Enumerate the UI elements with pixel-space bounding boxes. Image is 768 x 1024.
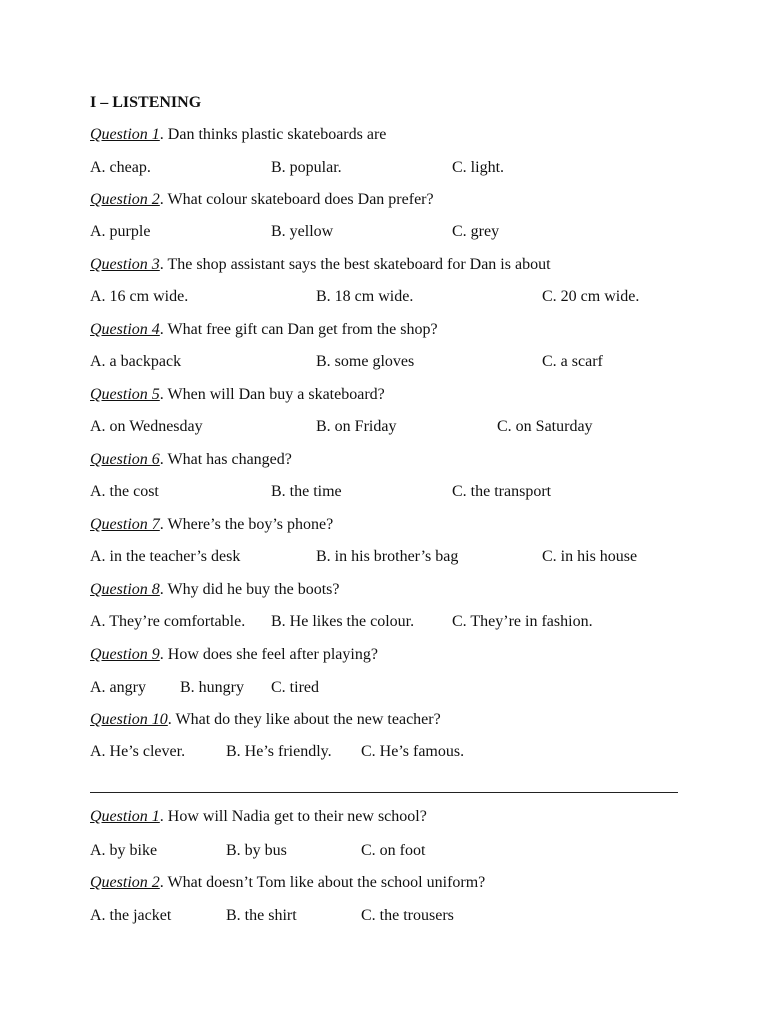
option-a: A. the cost xyxy=(90,483,159,500)
option-b: B. popular. xyxy=(271,159,342,176)
question-text: . What free gift can Dan get from the shop? xyxy=(159,321,438,338)
question-text: . How will Nadia get to their new school? xyxy=(159,808,427,825)
option-a: A. by bike xyxy=(90,842,158,859)
option-a: A. on Wednesday xyxy=(90,418,203,435)
question-label: Question 2 xyxy=(90,191,160,208)
section-divider xyxy=(90,792,678,793)
option-c: C. They’re in fashion. xyxy=(452,613,593,630)
option-a: A. purple xyxy=(90,223,151,240)
option-b: B. 18 cm wide. xyxy=(316,288,414,305)
question-5-options xyxy=(90,417,690,437)
question-6-options xyxy=(90,482,690,502)
part2-question-1-prompt xyxy=(90,807,427,827)
option-a: A. a backpack xyxy=(90,353,182,370)
question-label: Question 1 xyxy=(90,808,160,825)
question-label: Question 6 xyxy=(90,451,160,468)
question-label: Question 10 xyxy=(90,711,168,728)
question-label: Question 7 xyxy=(90,516,160,533)
question-text: . What colour skateboard does Dan prefer? xyxy=(159,191,434,208)
option-b: B. on Friday xyxy=(316,418,397,435)
question-label: Question 5 xyxy=(90,386,160,403)
part2-question-2-prompt xyxy=(90,873,485,893)
question-label: Question 8 xyxy=(90,581,160,598)
question-label: Question 4 xyxy=(90,321,160,338)
part2-question-1-options xyxy=(90,841,690,861)
question-text: . Where’s the boy’s phone? xyxy=(159,516,334,533)
option-c: C. He’s famous. xyxy=(361,743,465,760)
question-4-options xyxy=(90,352,690,372)
question-text: . The shop assistant says the best skateboard for Dan is about xyxy=(159,256,551,273)
option-a: A. He’s clever. xyxy=(90,743,186,760)
question-3-prompt xyxy=(90,255,551,275)
question-label: Question 9 xyxy=(90,646,160,663)
question-text: . Why did he buy the boots? xyxy=(159,581,340,598)
option-c: C. on foot xyxy=(361,842,426,859)
option-b: B. He’s friendly. xyxy=(226,743,332,760)
question-text: . What has changed? xyxy=(159,451,292,468)
question-6-prompt xyxy=(90,450,292,470)
question-10-prompt xyxy=(90,710,441,730)
part2-question-2-options xyxy=(90,906,690,926)
question-label: Question 1 xyxy=(90,126,160,143)
option-b: B. He likes the colour. xyxy=(271,613,415,630)
question-2-prompt xyxy=(90,190,434,210)
question-label: Question 3 xyxy=(90,256,160,273)
question-text: . When will Dan buy a skateboard? xyxy=(159,386,385,403)
option-c: C. in his house xyxy=(542,548,638,565)
option-a: A. in the teacher’s desk xyxy=(90,548,241,565)
option-b: B. the shirt xyxy=(226,907,297,924)
option-b: B. the time xyxy=(271,483,342,500)
option-c: C. light. xyxy=(452,159,505,176)
question-1-options xyxy=(90,158,690,178)
question-text: . What do they like about the new teacher? xyxy=(167,711,441,728)
section-title: I – LISTENING xyxy=(90,94,202,111)
question-1-prompt xyxy=(90,125,386,145)
question-7-options xyxy=(90,547,690,567)
question-8-options xyxy=(90,612,690,632)
option-a: A. angry xyxy=(90,679,146,696)
option-c: C. on Saturday xyxy=(497,418,593,435)
question-text: . How does she feel after playing? xyxy=(159,646,378,663)
option-b: B. by bus xyxy=(226,842,287,859)
question-5-prompt xyxy=(90,385,385,405)
option-c: C. a scarf xyxy=(542,353,603,370)
question-7-prompt xyxy=(90,515,333,535)
option-a: A. They’re comfortable. xyxy=(90,613,246,630)
question-label: Question 2 xyxy=(90,874,160,891)
option-c: C. 20 cm wide. xyxy=(542,288,640,305)
option-b: B. in his brother’s bag xyxy=(316,548,459,565)
question-2-options xyxy=(90,222,690,242)
question-9-options xyxy=(90,678,690,698)
question-text: . What doesn’t Tom like about the school uniform? xyxy=(159,874,486,891)
option-c: C. tired xyxy=(271,679,319,696)
question-3-options xyxy=(90,287,690,307)
option-a: A. 16 cm wide. xyxy=(90,288,189,305)
option-c: C. grey xyxy=(452,223,500,240)
option-b: B. some gloves xyxy=(316,353,415,370)
option-c: C. the transport xyxy=(452,483,552,500)
option-a: A. cheap. xyxy=(90,159,151,176)
question-4-prompt xyxy=(90,320,438,340)
option-b: B. hungry xyxy=(180,679,244,696)
option-a: A. the jacket xyxy=(90,907,172,924)
question-8-prompt xyxy=(90,580,339,600)
question-text: . Dan thinks plastic skateboards are xyxy=(159,126,387,143)
question-10-options xyxy=(90,742,690,762)
option-c: C. the trousers xyxy=(361,907,454,924)
option-b: B. yellow xyxy=(271,223,334,240)
question-9-prompt xyxy=(90,645,378,665)
